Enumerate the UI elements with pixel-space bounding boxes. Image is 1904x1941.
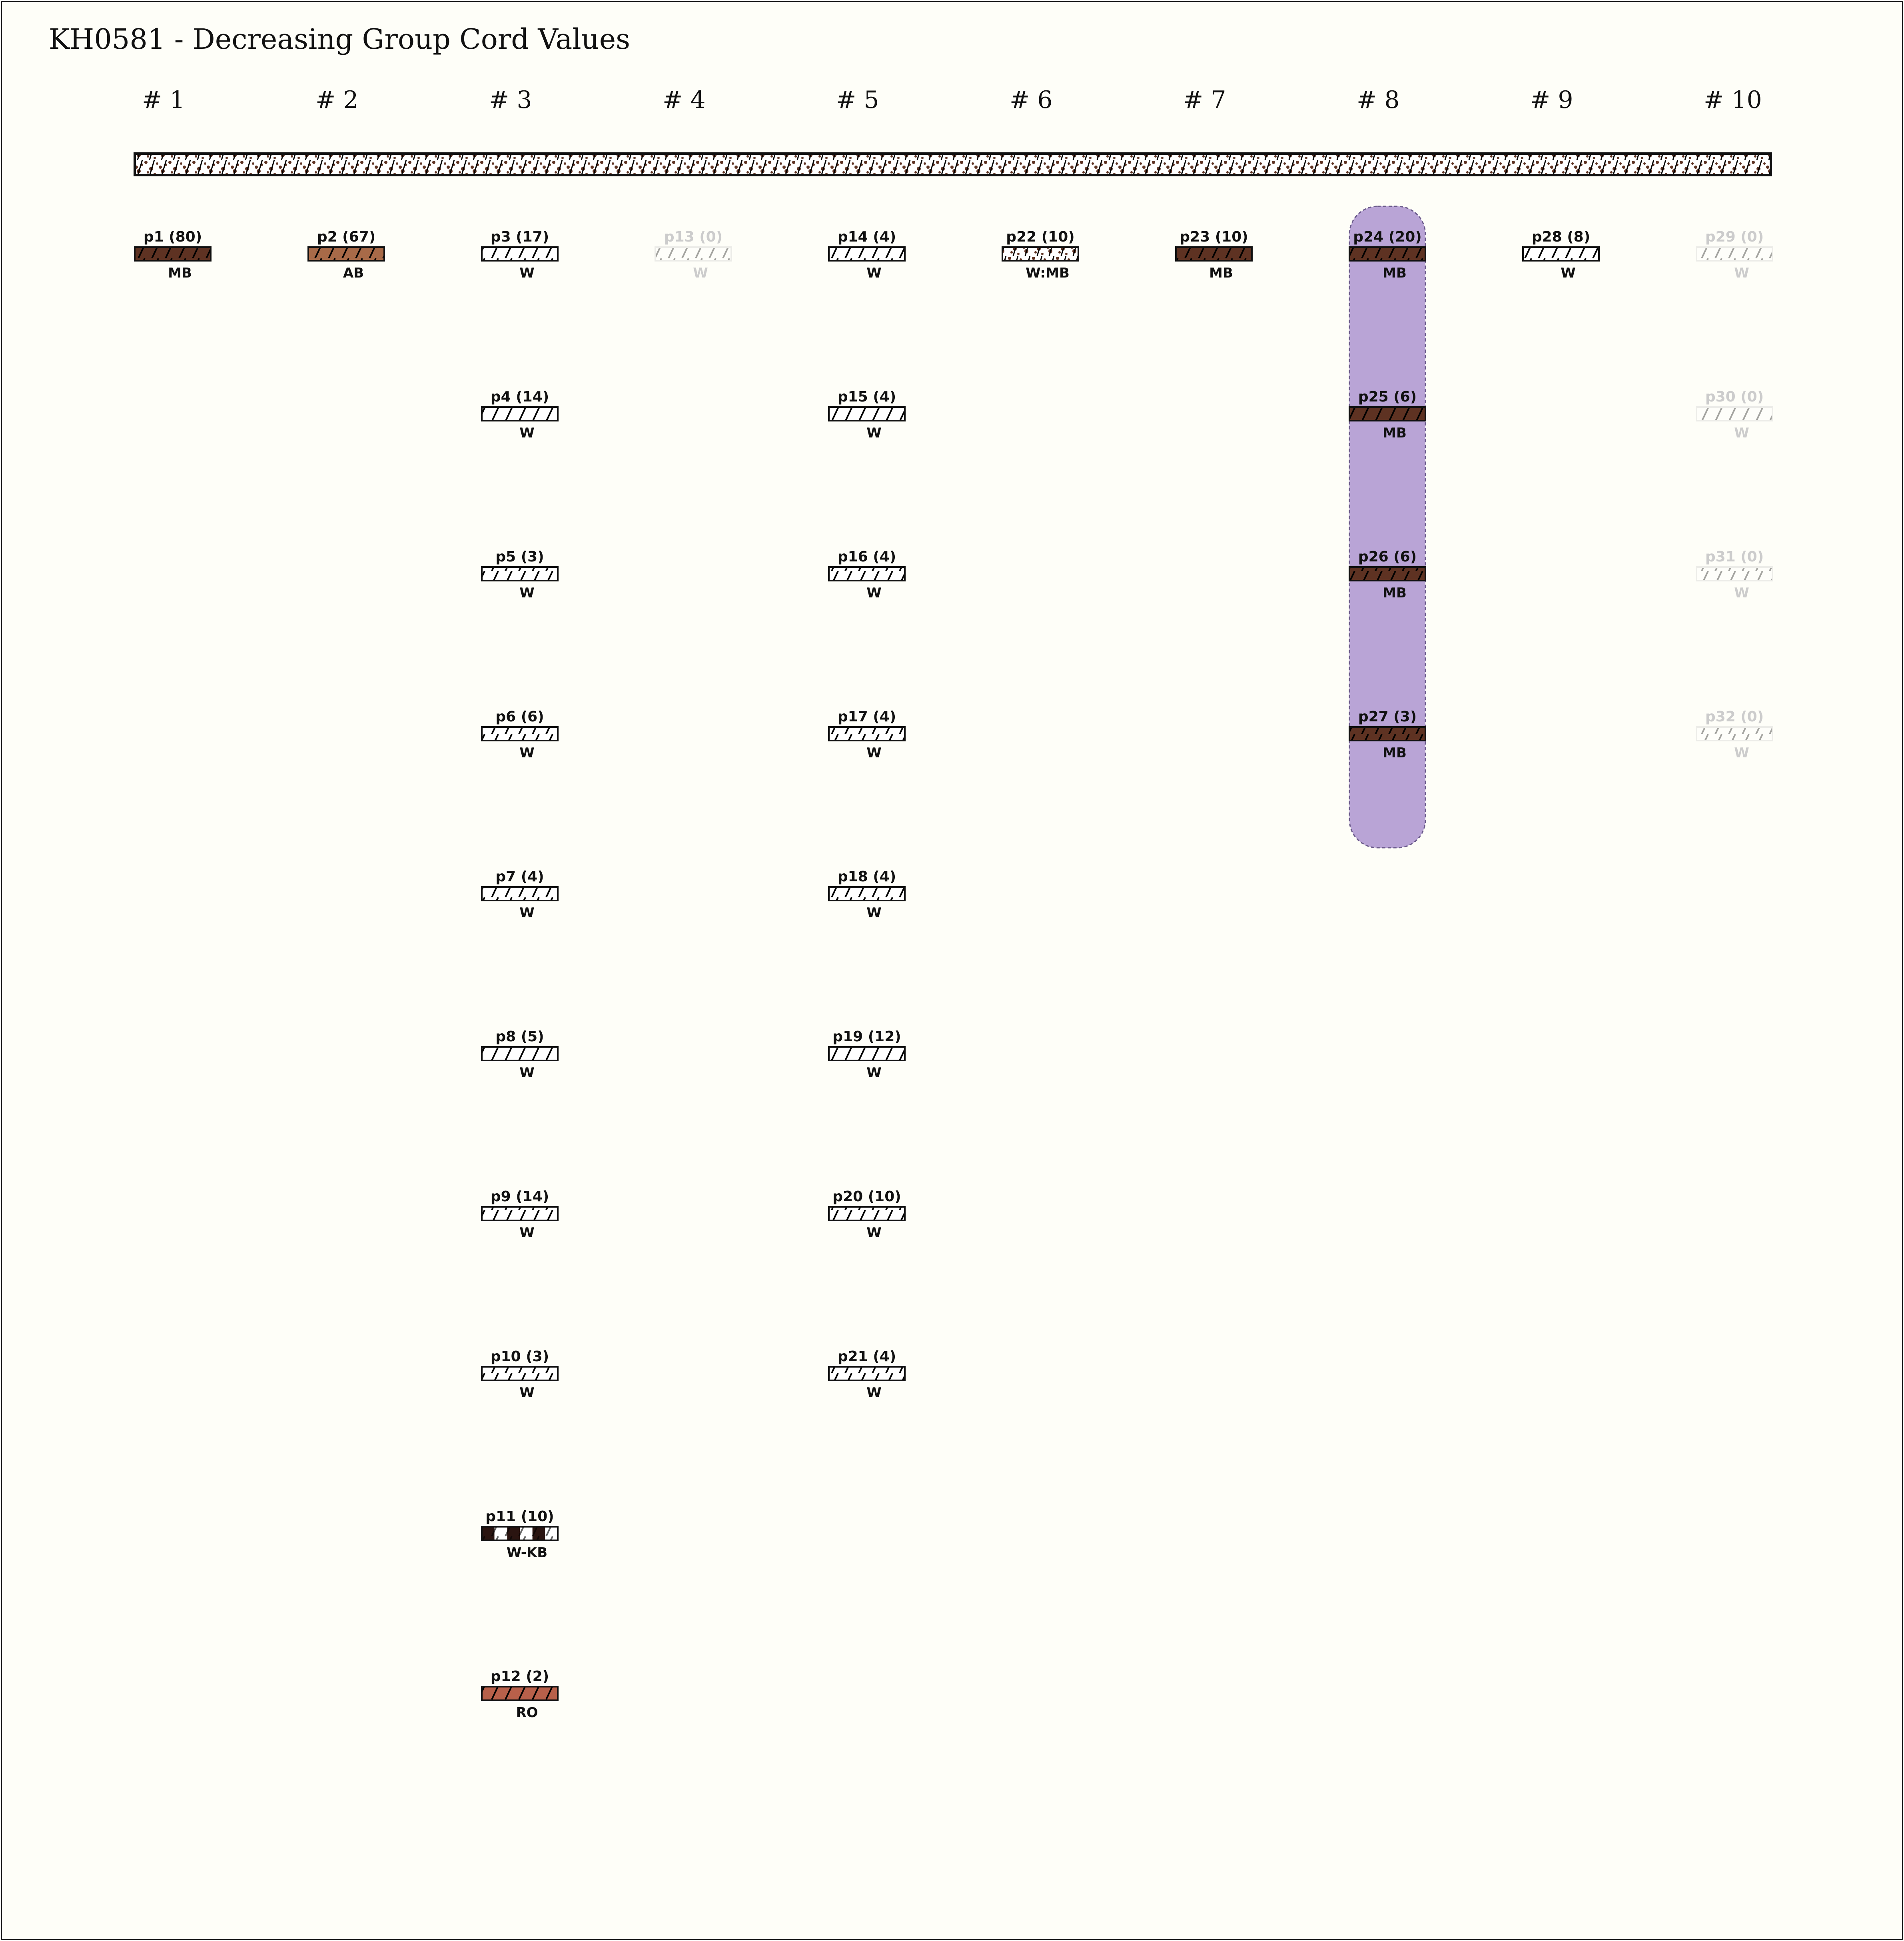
cord-color-label: W: [1734, 585, 1749, 601]
cord-id-label: p13 (0): [664, 229, 723, 245]
cord-id-label: p24 (20): [1353, 229, 1422, 245]
pendant-cord: [829, 1028, 905, 1081]
group-label: # 6: [1010, 86, 1053, 114]
group-8: [1349, 86, 1425, 848]
pendant-cord: [829, 1348, 905, 1401]
cord-bar: [1349, 727, 1425, 741]
cord-color-label: W: [519, 1385, 535, 1401]
cord-id-label: p27 (3): [1358, 709, 1417, 725]
cord-id-label: p17 (4): [837, 709, 896, 725]
pendant-cord: [829, 389, 905, 441]
cord-color-label: W: [866, 1065, 882, 1081]
pendant-cord: [829, 229, 905, 281]
group-label: # 7: [1183, 86, 1226, 114]
pendant-cord: [829, 1188, 905, 1241]
group-10: [1696, 86, 1772, 761]
cord-color-label: MB: [1209, 265, 1233, 281]
cord-id-label: p6 (6): [495, 709, 544, 725]
cord-bar: [1696, 247, 1772, 261]
group-label: # 10: [1704, 86, 1762, 114]
cord-color-label: W: [519, 745, 535, 761]
cord-bar: [1176, 247, 1252, 261]
cord-id-label: p14 (4): [837, 229, 896, 245]
cord-bar: [1696, 727, 1772, 741]
cord-color-label: MB: [168, 265, 192, 281]
cord-bar: [829, 567, 905, 581]
cord-bar: [829, 1047, 905, 1060]
cord-color-label: W: [1734, 265, 1749, 281]
pendant-cord: [135, 229, 211, 281]
cord-bar: [482, 1047, 558, 1060]
cord-id-label: p12 (2): [490, 1668, 549, 1685]
cord-bar: [829, 887, 905, 901]
cord-color-label: W: [1734, 745, 1749, 761]
cord-color-label: W: [693, 265, 708, 281]
primary-cord: [135, 154, 1771, 175]
pendant-cord: [308, 229, 384, 281]
diagram-title: KH0581 - Decreasing Group Cord Values: [49, 23, 631, 56]
pendant-cord: [655, 229, 731, 281]
cord-id-label: p18 (4): [837, 869, 896, 885]
cord-id-label: p19 (12): [832, 1028, 901, 1045]
cord-bar: [1696, 567, 1772, 581]
cord-bar: [1349, 567, 1425, 581]
cord-bar: [135, 247, 211, 261]
cord-id-label: p1 (80): [143, 229, 202, 245]
group-4: [655, 86, 731, 281]
cord-bar: [482, 727, 558, 741]
group-1: [135, 86, 211, 281]
cord-id-label: p3 (17): [490, 229, 549, 245]
cord-id-label: p31 (0): [1705, 549, 1764, 565]
group-7: [1176, 86, 1252, 281]
pendant-cord: [1523, 229, 1599, 281]
pendant-cord: [482, 1668, 558, 1721]
cord-id-label: p28 (8): [1531, 229, 1591, 245]
group-6: [1002, 86, 1078, 281]
cord-color-label: W: [519, 1225, 535, 1241]
cord-bar: [482, 1527, 558, 1540]
cord-color-label: RO: [516, 1705, 538, 1721]
cord-bar: [829, 407, 905, 421]
cord-bar: [829, 1207, 905, 1220]
cord-color-label: W: [866, 1225, 882, 1241]
pendant-cord: [482, 1508, 558, 1561]
group-5: [829, 86, 905, 1401]
cord-bar: [482, 1687, 558, 1700]
cord-bar: [1349, 247, 1425, 261]
cord-color-label: W: [519, 265, 535, 281]
group-label: # 2: [315, 86, 359, 114]
cord-bar: [482, 247, 558, 261]
cord-bar: [482, 887, 558, 901]
group-9: [1523, 86, 1599, 281]
cord-bar: [829, 727, 905, 741]
cord-id-label: p25 (6): [1358, 389, 1417, 405]
cord-bar: [655, 247, 731, 261]
cord-color-label: W: [866, 425, 882, 441]
pendant-cord: [482, 1348, 558, 1401]
pendant-cord: [1696, 709, 1772, 761]
cord-id-label: p10 (3): [490, 1348, 549, 1365]
pendant-cord: [1002, 229, 1078, 281]
cord-bar: [308, 247, 384, 261]
cord-color-label: W: [1734, 425, 1749, 441]
cord-id-label: p15 (4): [837, 389, 896, 405]
cord-color-label: W: [1561, 265, 1576, 281]
pendant-cord: [829, 549, 905, 601]
cord-bar: [829, 247, 905, 261]
pendant-cord: [1696, 389, 1772, 441]
cord-bar: [829, 1367, 905, 1380]
groups-layer: [135, 86, 1772, 1721]
group-3: [482, 86, 558, 1721]
group-label: # 5: [836, 86, 879, 114]
cord-color-label: MB: [1383, 745, 1407, 761]
cord-id-label: p22 (10): [1006, 229, 1075, 245]
cord-id-label: p16 (4): [837, 549, 896, 565]
cord-id-label: p23 (10): [1180, 229, 1248, 245]
cord-bar: [482, 1367, 558, 1380]
cord-bar: [1349, 407, 1425, 421]
cord-id-label: p5 (3): [495, 549, 544, 565]
cord-color-label: W: [519, 425, 535, 441]
cord-color-label: W: [866, 585, 882, 601]
cord-color-label: MB: [1383, 585, 1407, 601]
cord-id-label: p32 (0): [1705, 709, 1764, 725]
cord-color-label: MB: [1383, 425, 1407, 441]
pendant-cord: [482, 1188, 558, 1241]
group-label: # 8: [1357, 86, 1400, 114]
pendant-cord: [829, 869, 905, 921]
pendant-cord: [482, 1028, 558, 1081]
cord-bar: [482, 1207, 558, 1220]
cord-color-label: W-KB: [506, 1545, 548, 1561]
cord-color-label: AB: [343, 265, 364, 281]
cord-color-label: W: [519, 905, 535, 921]
cord-color-label: W: [866, 1385, 882, 1401]
pendant-cord: [829, 709, 905, 761]
cord-color-label: W: [519, 585, 535, 601]
pendant-cord: [482, 869, 558, 921]
pendant-cord: [482, 549, 558, 601]
cord-id-label: p26 (6): [1358, 549, 1417, 565]
pendant-cord: [1696, 549, 1772, 601]
cord-id-label: p9 (14): [490, 1188, 549, 1205]
cord-id-label: p30 (0): [1705, 389, 1764, 405]
cord-color-label: W: [866, 265, 882, 281]
cord-bar: [1696, 407, 1772, 421]
cord-id-label: p20 (10): [832, 1188, 901, 1205]
cord-bar: [482, 567, 558, 581]
cord-id-label: p29 (0): [1705, 229, 1764, 245]
cord-id-label: p11 (10): [485, 1508, 554, 1525]
cord-id-label: p21 (4): [837, 1348, 896, 1365]
cord-color-label: W:MB: [1026, 265, 1070, 281]
pendant-cord: [482, 229, 558, 281]
group-label: # 1: [142, 86, 185, 114]
cord-id-label: p2 (67): [317, 229, 376, 245]
cord-color-label: W: [866, 745, 882, 761]
cord-id-label: p4 (14): [490, 389, 549, 405]
pendant-cord: [482, 709, 558, 761]
cord-color-label: W: [866, 905, 882, 921]
pendant-cord: [482, 389, 558, 441]
cord-id-label: p7 (4): [495, 869, 544, 885]
group-label: # 9: [1530, 86, 1573, 114]
pendant-cord: [1176, 229, 1252, 281]
cord-bar: [1002, 247, 1078, 261]
group-2: [308, 86, 384, 281]
cord-color-label: W: [519, 1065, 535, 1081]
cord-bar: [1523, 247, 1599, 261]
cord-id-label: p8 (5): [495, 1028, 544, 1045]
group-label: # 3: [489, 86, 532, 114]
cord-bar: [482, 407, 558, 421]
cord-color-label: MB: [1383, 265, 1407, 281]
group-label: # 4: [663, 86, 706, 114]
pendant-cord: [1696, 229, 1772, 281]
